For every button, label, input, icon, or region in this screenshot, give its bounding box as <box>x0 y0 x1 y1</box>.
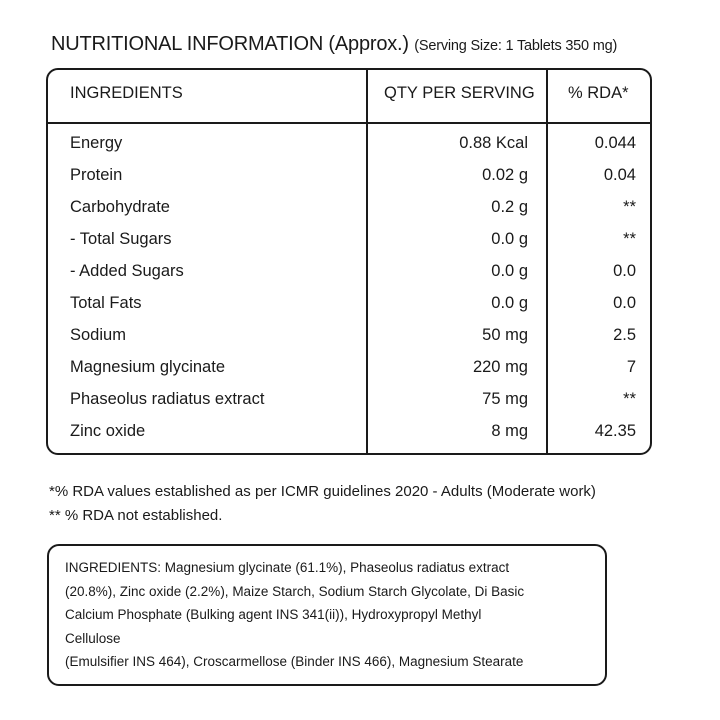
nutrient-qty: 8 mg <box>491 422 528 440</box>
table-row <box>48 226 650 258</box>
nutrient-rda: 0.044 <box>594 134 636 152</box>
nutrient-qty: 0.02 g <box>482 166 528 184</box>
nutrient-name: Energy <box>70 134 123 152</box>
nutrient-name: Magnesium glycinate <box>70 358 225 376</box>
ingredients-line: (20.8%), Zinc oxide (2.2%), Maize Starch, Sodium Starch Glycolate, Di Basic <box>65 583 525 599</box>
nutrient-rda: 0.04 <box>603 166 636 184</box>
not-established-footnote: ** % RDA not established. <box>49 507 223 524</box>
nutrient-rda: 2.5 <box>613 326 636 344</box>
nutrient-rda: 42.35 <box>594 422 636 440</box>
ingredients-line: (Emulsifier INS 464), Croscarmellose (Binder INS 466), Magnesium Stearate <box>65 654 524 669</box>
nutrient-qty: 0.0 g <box>491 262 528 280</box>
header-qty: QTY PER SERVING <box>384 84 535 102</box>
nutrient-qty: 0.2 g <box>491 198 528 216</box>
nutrient-name: Sodium <box>70 326 126 344</box>
table-row <box>48 354 650 386</box>
nutrient-name: Protein <box>70 166 123 184</box>
table-row <box>48 130 650 162</box>
title-main: NUTRITIONAL INFORMATION (Approx.) <box>51 33 409 55</box>
nutrient-name: Phaseolus radiatus extract <box>70 390 265 408</box>
nutrient-qty: 75 mg <box>482 390 528 408</box>
header-divider <box>48 122 650 124</box>
nutrient-rda: ** <box>623 198 636 216</box>
table-row <box>48 386 650 418</box>
nutrient-rda: 0.0 <box>613 294 636 312</box>
ingredients-text <box>65 556 595 674</box>
ingredients-line: Calcium Phosphate (Bulking agent INS 341(ii)), Hydroxypropyl Methyl <box>65 607 482 622</box>
nutrient-rda: 7 <box>626 358 636 376</box>
nutrient-name: Total Fats <box>70 294 142 312</box>
nutrient-qty: 0.88 Kcal <box>459 134 528 152</box>
nutrition-table <box>46 68 652 455</box>
nutrient-rda: 0.0 <box>613 262 636 280</box>
nutrient-name: Carbohydrate <box>70 198 170 216</box>
nutrient-name: - Added Sugars <box>70 262 184 280</box>
nutrient-qty: 0.0 g <box>491 294 528 312</box>
ingredients-line: Cellulose <box>65 630 121 646</box>
rda-footnote: *% RDA values established as per ICMR guidelines 2020 - Adults (Moderate work) <box>49 483 596 500</box>
serving-size: (Serving Size: 1 Tablets 350 mg) <box>414 38 618 54</box>
table-row <box>48 162 650 194</box>
table-row <box>48 322 650 354</box>
ingredients-box <box>47 544 607 686</box>
table-row <box>48 418 650 450</box>
nutrient-name: Zinc oxide <box>70 422 146 440</box>
table-row <box>48 290 650 322</box>
table-row <box>48 258 650 290</box>
nutrient-rda: ** <box>623 390 636 408</box>
header-rda: % RDA* <box>568 84 629 102</box>
nutrient-qty: 50 mg <box>482 326 528 344</box>
table-body <box>48 130 650 450</box>
nutrient-qty: 220 mg <box>472 358 528 376</box>
nutrient-rda: ** <box>623 230 636 248</box>
nutrient-name: - Total Sugars <box>70 230 172 248</box>
page-title <box>51 33 617 56</box>
header-ingredients: INGREDIENTS <box>70 84 183 102</box>
nutrient-qty: 0.0 g <box>491 230 528 248</box>
ingredients-line: INGREDIENTS: Magnesium glycinate (61.1%), Phaseolus radiatus extract <box>65 560 510 575</box>
table-row <box>48 194 650 226</box>
